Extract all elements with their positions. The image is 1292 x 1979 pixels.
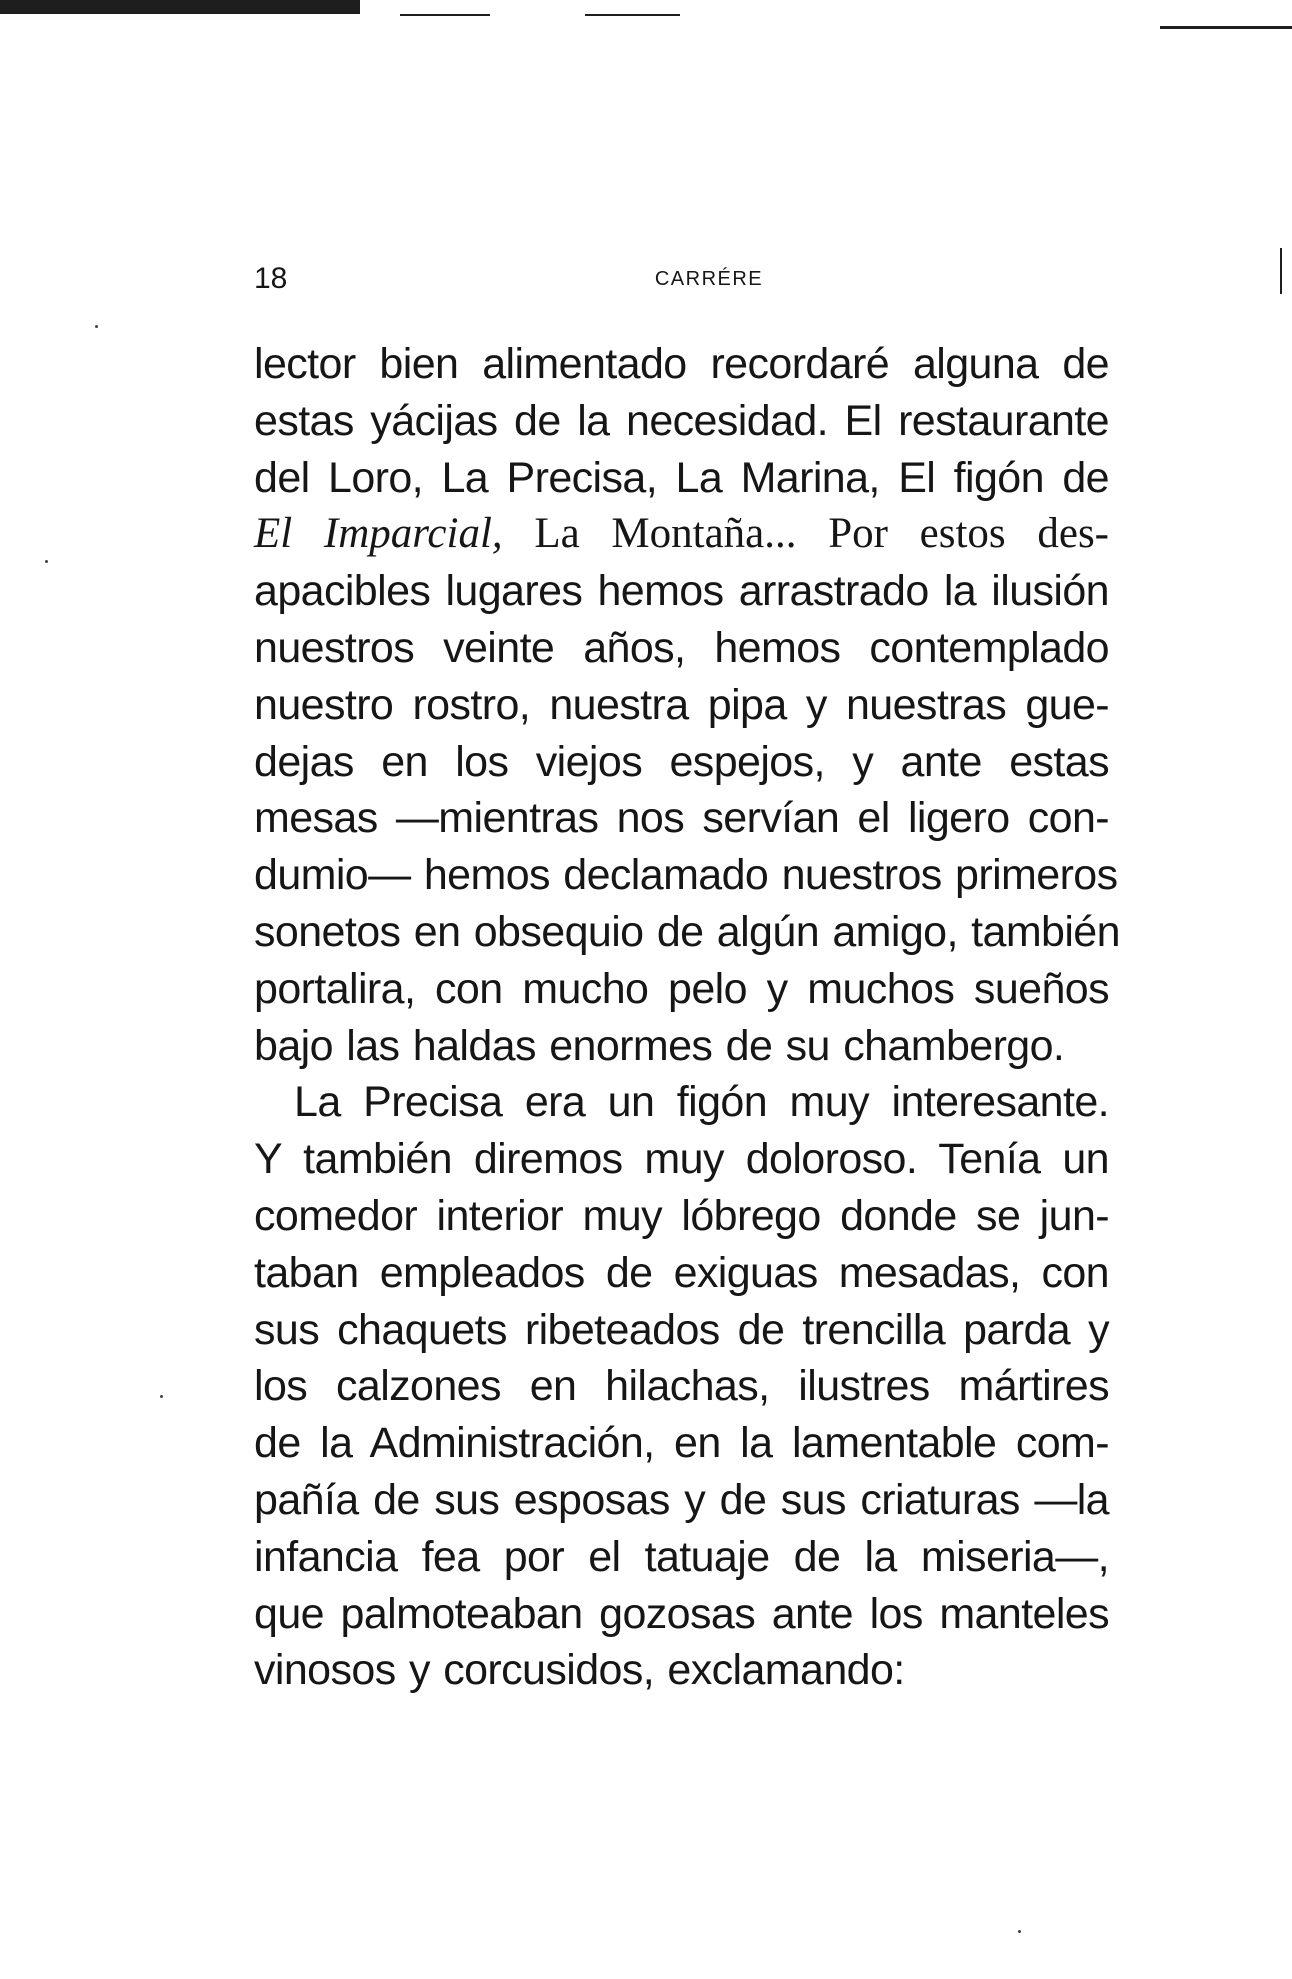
text-line: nuestro rostro, nuestra pipa y nuestras gue-	[254, 680, 1109, 729]
paragraph-end-line: bajo las haldas enormes de su chambergo.	[254, 1021, 1065, 1070]
scan-artifact-top-mid	[400, 14, 490, 16]
italic-title: El Imparcial,	[254, 510, 503, 558]
scan-speck	[95, 325, 98, 328]
text-line: sus chaquets ribeteados de trencilla parda y	[254, 1305, 1109, 1354]
text-line: pañía de sus esposas y de sus criaturas —la	[254, 1475, 1109, 1524]
text-line: dumio— hemos declamado nuestros primeros	[254, 851, 1118, 900]
text-line: Y también diremos muy doloroso. Tenía un	[254, 1135, 1109, 1184]
text-line: portalira, con mucho pelo y muchos sueños	[254, 964, 1109, 1013]
scan-artifact-right-line	[1280, 248, 1282, 294]
paragraph-start-line: La Precisa era un figón muy interesante.	[294, 1078, 1109, 1127]
body-text	[254, 336, 1120, 1699]
text-line: apacibles lugares hemos arrastrado la ilusión	[254, 567, 1109, 616]
text-line: taban empleados de exiguas mesadas, con	[254, 1248, 1109, 1297]
text-line: estas yácijas de la necesidad. El restaurante	[254, 396, 1109, 445]
running-head: CARRÉRE	[654, 268, 764, 290]
page-number: 18	[254, 262, 288, 295]
text-line: sonetos en obsequio de algún amigo, también	[254, 907, 1120, 956]
text-line: del Loro, La Precisa, La Marina, El figón de	[254, 453, 1109, 502]
scan-artifact-top-mid2	[585, 14, 680, 16]
scan-artifact-top-right	[1160, 26, 1292, 29]
text-line: infancia fea por el tatuaje de la miseria—,	[254, 1532, 1109, 1581]
text-line: de la Administración, en la lamentable com-	[254, 1419, 1109, 1468]
text-line: los calzones en hilachas, ilustres mártires	[254, 1362, 1109, 1411]
text-line: que palmoteaban gozosas ante los manteles	[254, 1589, 1109, 1638]
text-line: dejas en los viejos espejos, y ante estas	[254, 737, 1109, 786]
text-line: mesas —mientras nos servían el ligero con-	[254, 794, 1109, 843]
text-line-with-title	[254, 506, 1109, 563]
scan-speck	[1018, 1930, 1021, 1933]
paragraph-end-line: vinosos y corcusidos, exclamando:	[254, 1646, 905, 1695]
scan-artifact-top-left	[0, 0, 360, 14]
scan-speck	[160, 1395, 163, 1398]
text-line: comedor interior muy lóbrego donde se jun-	[254, 1191, 1109, 1240]
page-header	[254, 262, 1164, 302]
text-line: lector bien alimentado recordaré alguna de	[254, 340, 1109, 388]
text-line-rest: La Montaña... Por estos des-	[534, 510, 1109, 558]
scan-speck	[45, 560, 48, 563]
text-line: nuestros veinte años, hemos contemplado	[254, 623, 1109, 672]
